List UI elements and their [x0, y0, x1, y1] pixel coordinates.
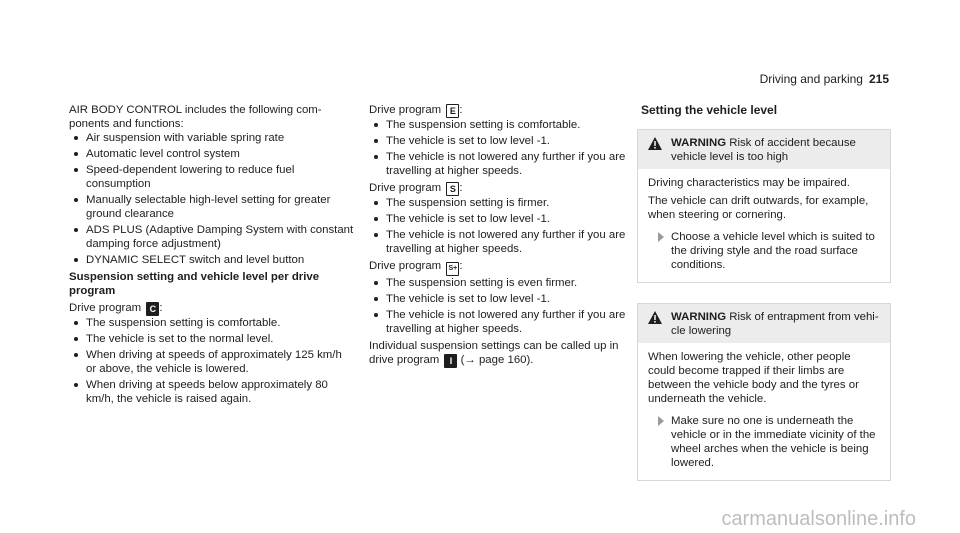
- feature-list: [69, 131, 355, 267]
- comfort-program-icon: C: [146, 302, 159, 316]
- program-list: [369, 276, 641, 336]
- action-step: Choose a vehicle level which is suited to the driving style and the road surface conditions.: [658, 230, 880, 272]
- action-arrow-icon: [658, 232, 664, 242]
- warning-triangle-icon: [648, 311, 662, 324]
- list-item: The vehicle is set to low level -1.: [369, 134, 641, 148]
- warning-heading: Risk of accident because vehicle level is too high: [671, 137, 856, 163]
- warning-body: [638, 169, 890, 282]
- drive-program-line: Drive program S :: [369, 182, 463, 194]
- page-reference-link[interactable]: (→ page 160).: [460, 354, 534, 366]
- list-item: DYNAMIC SELECT switch and level button: [69, 253, 355, 267]
- drive-program-line: Drive program C :: [69, 302, 163, 314]
- column-right: [637, 103, 891, 501]
- drive-program-line: Drive program S+ :: [369, 259, 641, 276]
- intro-text: AIR BODY CONTROL includes the following components and functions:: [69, 104, 322, 130]
- list-item: When driving at speeds below approximately 80 km/h, the vehicle is raised again.: [69, 378, 355, 406]
- page-number: 215: [868, 72, 889, 86]
- program-list: [369, 196, 641, 256]
- bullet-icon: [374, 313, 378, 317]
- bullet-icon: [74, 228, 78, 232]
- subheading: Suspension setting and vehicle level per drive program: [69, 271, 320, 297]
- bullet-icon: [74, 168, 78, 172]
- list-item: Air suspension with variable spring rate: [69, 131, 355, 145]
- list-item: The suspension setting is comfortable.: [69, 316, 355, 330]
- bullet-icon: [74, 353, 78, 357]
- list-item: The vehicle is not lowered any further if you are travelling at higher speeds.: [369, 308, 641, 336]
- sport-plus-program-icon: S+: [446, 262, 459, 276]
- bullet-icon: [374, 139, 378, 143]
- list-item: The vehicle is not lowered any further if you are travelling at higher speeds.: [369, 150, 641, 178]
- list-item: The suspension setting is comfortable.: [369, 118, 641, 132]
- list-item: The vehicle is not lowered any further if you are travelling at higher speeds.: [369, 228, 641, 256]
- warning-triangle-icon: [648, 137, 662, 150]
- list-item: The suspension setting is even firmer.: [369, 276, 641, 290]
- program-list: [369, 118, 641, 178]
- individual-program-icon: I: [444, 354, 457, 368]
- bullet-icon: [374, 233, 378, 237]
- warning-label: WARNING: [671, 137, 727, 149]
- bullet-icon: [74, 136, 78, 140]
- warning-body: [638, 343, 890, 480]
- individual-note: Individual suspension settings can be called up in drive program I (→ page 160).: [369, 340, 619, 366]
- warning-text: When lowering the vehicle, other people could become trapped if their limbs are between the vehicle body and the tyres or underneath the vehicle.: [648, 351, 859, 405]
- bullet-icon: [74, 198, 78, 202]
- warning-box: [637, 129, 891, 283]
- page-header: [760, 72, 889, 86]
- bullet-icon: [74, 152, 78, 156]
- bullet-icon: [374, 155, 378, 159]
- warning-box: [637, 303, 891, 481]
- bullet-icon: [374, 123, 378, 127]
- warning-heading: Risk of entrapment from vehicle lowering: [671, 311, 879, 337]
- column-middle: [369, 103, 641, 368]
- drive-program-line: Drive program E :: [369, 104, 463, 116]
- warning-header: [638, 304, 890, 343]
- watermark: carmanualsonline.info: [721, 508, 916, 530]
- bullet-icon: [74, 383, 78, 387]
- list-item: Speed-dependent lowering to reduce fuel consumption: [69, 163, 355, 191]
- column-left: [69, 103, 355, 409]
- bullet-icon: [374, 201, 378, 205]
- eco-program-icon: E: [446, 104, 459, 118]
- sport-program-icon: S: [446, 182, 459, 196]
- list-item: ADS PLUS (Adaptive Damping System with constant damping force adjustment): [69, 223, 355, 251]
- action-step: Make sure no one is underneath the vehicle or in the immediate vicinity of the wheel arches when the vehicle is being lowered.: [658, 414, 880, 470]
- list-item: Automatic level control system: [69, 147, 355, 161]
- warning-text: Driving characteristics may be impaired.: [648, 177, 850, 189]
- bullet-icon: [74, 337, 78, 341]
- bullet-icon: [374, 281, 378, 285]
- list-item: The vehicle is set to low level -1.: [369, 212, 641, 226]
- list-item: When driving at speeds of approximately 125 km/h or above, the vehicle is lowered.: [69, 348, 355, 376]
- section-title: Driving and parking: [759, 72, 863, 86]
- warning-header: [638, 130, 890, 169]
- program-list: [69, 316, 355, 406]
- bullet-icon: [374, 217, 378, 221]
- section-heading: Setting the vehicle level: [641, 103, 778, 117]
- list-item: The vehicle is set to the normal level.: [69, 332, 355, 346]
- list-item: The vehicle is set to low level -1.: [369, 292, 641, 306]
- bullet-icon: [74, 258, 78, 262]
- warning-text: The vehicle can drift outwards, for example, when steering or cornering.: [648, 195, 869, 221]
- bullet-icon: [74, 321, 78, 325]
- list-item: Manually selectable high-level setting for greater ground clearance: [69, 193, 355, 221]
- action-arrow-icon: [658, 416, 664, 426]
- bullet-icon: [374, 297, 378, 301]
- list-item: The suspension setting is firmer.: [369, 196, 641, 210]
- warning-label: WARNING: [671, 311, 727, 323]
